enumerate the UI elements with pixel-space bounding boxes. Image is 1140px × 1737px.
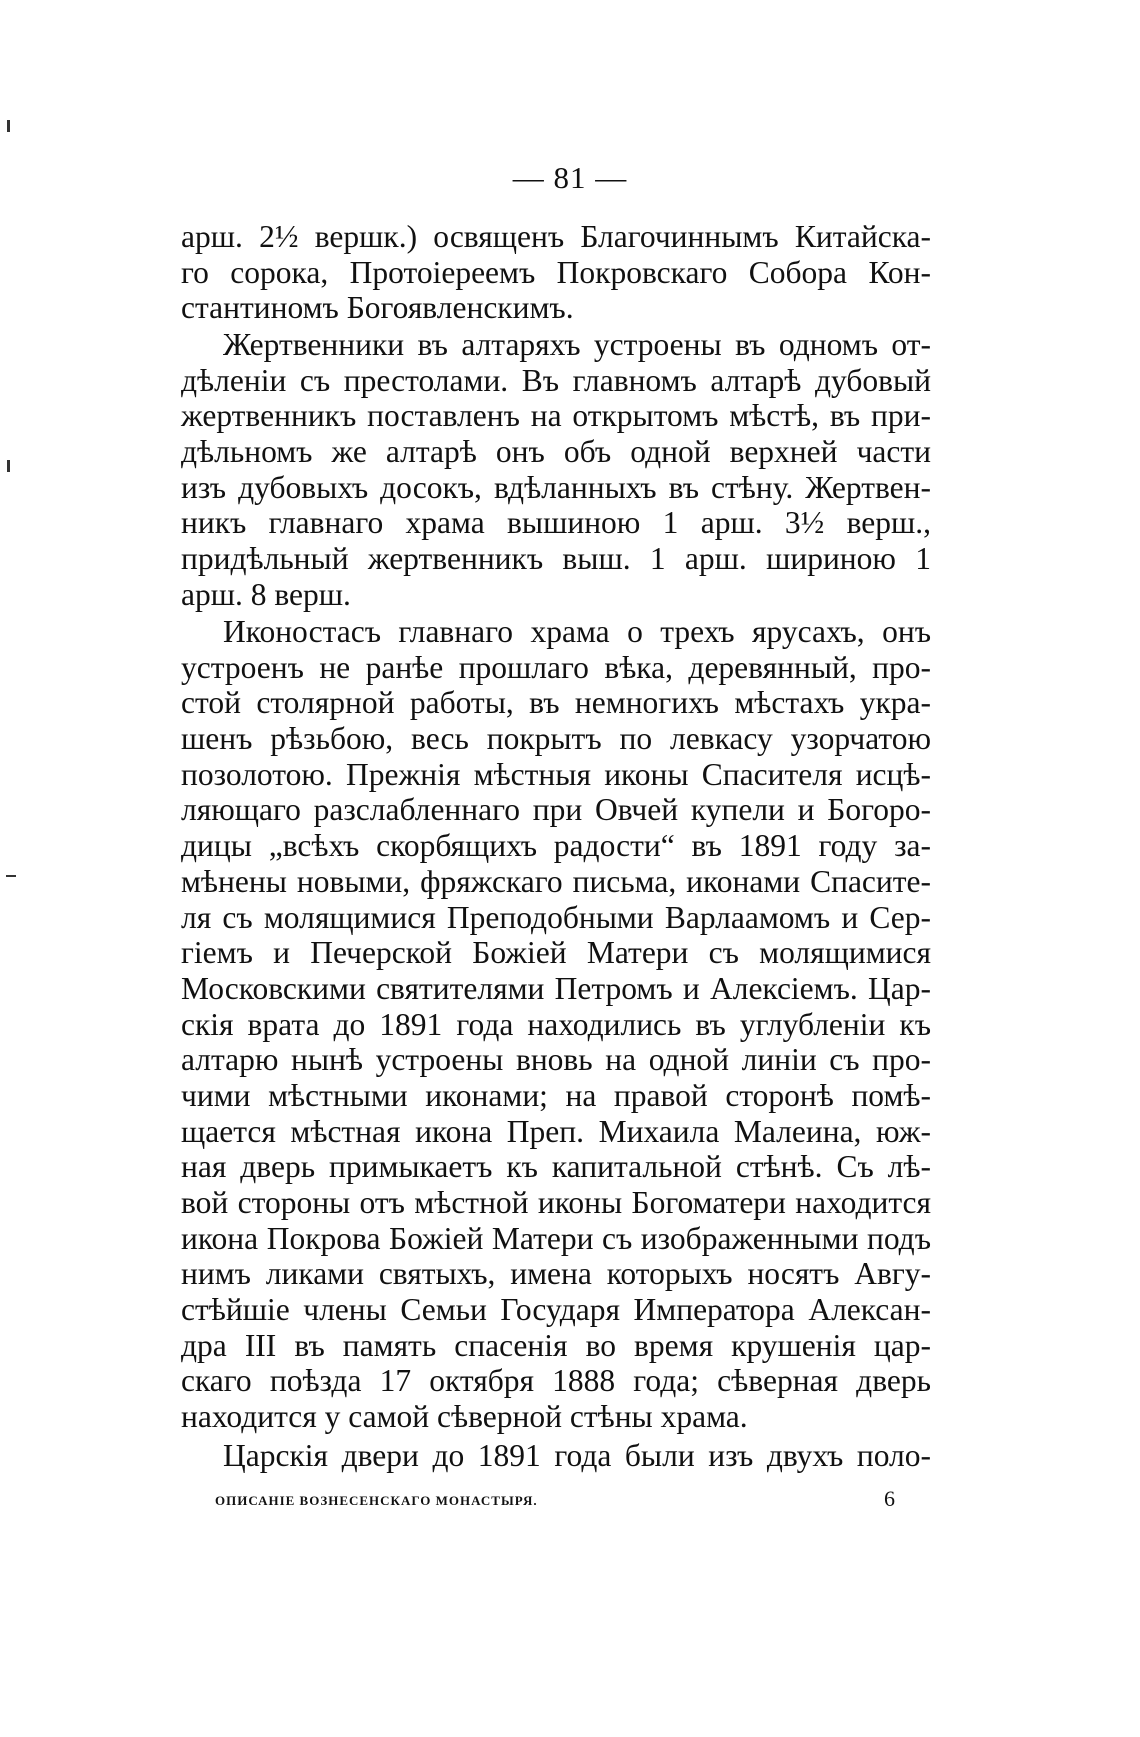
text-line: щается мѣстная икона Преп. Михаила Малеина, юж- (181, 1113, 931, 1149)
text-line: стой столярной работы, въ немногихъ мѣстахъ укра- (181, 685, 931, 721)
text-line: алтарю нынѣ устроены вновь на одной линіи съ про- (181, 1042, 931, 1078)
text-line: скаго поѣзда 17 октября 1888 года; сѣверная дверь (181, 1363, 931, 1399)
paragraph-4 (181, 1438, 931, 1474)
text-line: шенъ рѣзьбою, весь покрытъ по левкасу узорчатою (181, 721, 931, 757)
text-line: скія врата до 1891 года находились въ углубленіи къ (181, 1006, 931, 1042)
text-line: ляющаго разслабленнаго при Овчей купели и Богоро- (181, 792, 931, 828)
margin-mark (7, 460, 10, 472)
text-line: дра III въ память спасенія во время крушенія цар- (181, 1327, 931, 1363)
text-line: придѣльный жертвенникъ выш. 1 арш. шириною 1 (181, 541, 931, 577)
text-line: стѣйшіе члены Семьи Государя Императора Алексан- (181, 1292, 931, 1328)
paragraph-1 (181, 219, 931, 326)
text-line: арш. 8 верш. (181, 576, 351, 612)
margin-mark (6, 875, 16, 877)
text-line: дѣльномъ же алтарѣ онъ объ одной верхней части (181, 434, 931, 470)
page-number: — 81 — (512, 160, 628, 195)
text-line: стантиномъ Богоявленскимъ. (181, 290, 574, 326)
text-line: Иконостасъ главнаго храма о трехъ ярусахъ, онъ (223, 614, 931, 649)
text-line: ная дверь примыкаетъ къ капитальной стѣнѣ. Съ лѣ- (181, 1149, 931, 1185)
text-line: изъ дубовыхъ досокъ, вдѣланныхъ въ стѣну. Жертвен- (181, 469, 931, 505)
text-line: чими мѣстными иконами; на правой сторонѣ помѣ- (181, 1077, 931, 1113)
text-line: позолотою. Прежнія мѣстныя иконы Спасителя исцѣ- (181, 756, 931, 792)
paragraph-2 (181, 327, 931, 613)
signature-mark: 6 (884, 1486, 895, 1511)
running-footer-title: ОПИСАНІЕ ВОЗНЕСЕНСКАГО МОНАСТЫРЯ. (215, 1493, 538, 1508)
text-line: мѣнены новыми, фряжскаго письма, иконами Спасите- (181, 863, 931, 899)
text-line: го сорока, Протоіереемъ Покровскаго Собора Кон- (181, 254, 931, 290)
paragraph-3 (181, 614, 931, 1435)
text-line: нимъ ликами святыхъ, имена которыхъ носятъ Авгу- (181, 1256, 931, 1292)
margin-mark (7, 120, 10, 132)
text-line: Жертвенники въ алтаряхъ устроены въ одномъ от- (223, 327, 931, 362)
text-line: дицы „всѣхъ скорбящихъ радости“ въ 1891 году за- (181, 828, 931, 864)
text-line: находится у самой сѣверной стѣны храма. (181, 1399, 748, 1435)
text-line: устроенъ не ранѣе прошлаго вѣка, деревянный, про- (181, 649, 931, 685)
text-line: икона Покрова Божіей Матери съ изображенными подъ (181, 1220, 931, 1256)
text-line: вой стороны отъ мѣстной иконы Богоматери находится (181, 1185, 931, 1220)
text-line: гіемъ и Печерской Божіей Матери съ молящимися (181, 935, 931, 971)
text-line: никъ главнаго храма вышиною 1 арш. 3½ верш., (181, 505, 931, 541)
text-line: арш. 2½ вершк.) освященъ Благочиннымъ Китайска- (181, 219, 931, 254)
text-line: жертвенникъ поставленъ на открытомъ мѣстѣ, въ при- (181, 398, 931, 434)
text-line: ля съ молящимися Преподобными Варлаамомъ и Сер- (181, 899, 931, 935)
text-line: дѣленіи съ престолами. Въ главномъ алтарѣ дубовый (181, 362, 931, 398)
text-line: Царскія двери до 1891 года были изъ двухъ поло- (223, 1438, 931, 1473)
text-line: Московскими святителями Петромъ и Алексіемъ. Цар- (181, 970, 931, 1006)
